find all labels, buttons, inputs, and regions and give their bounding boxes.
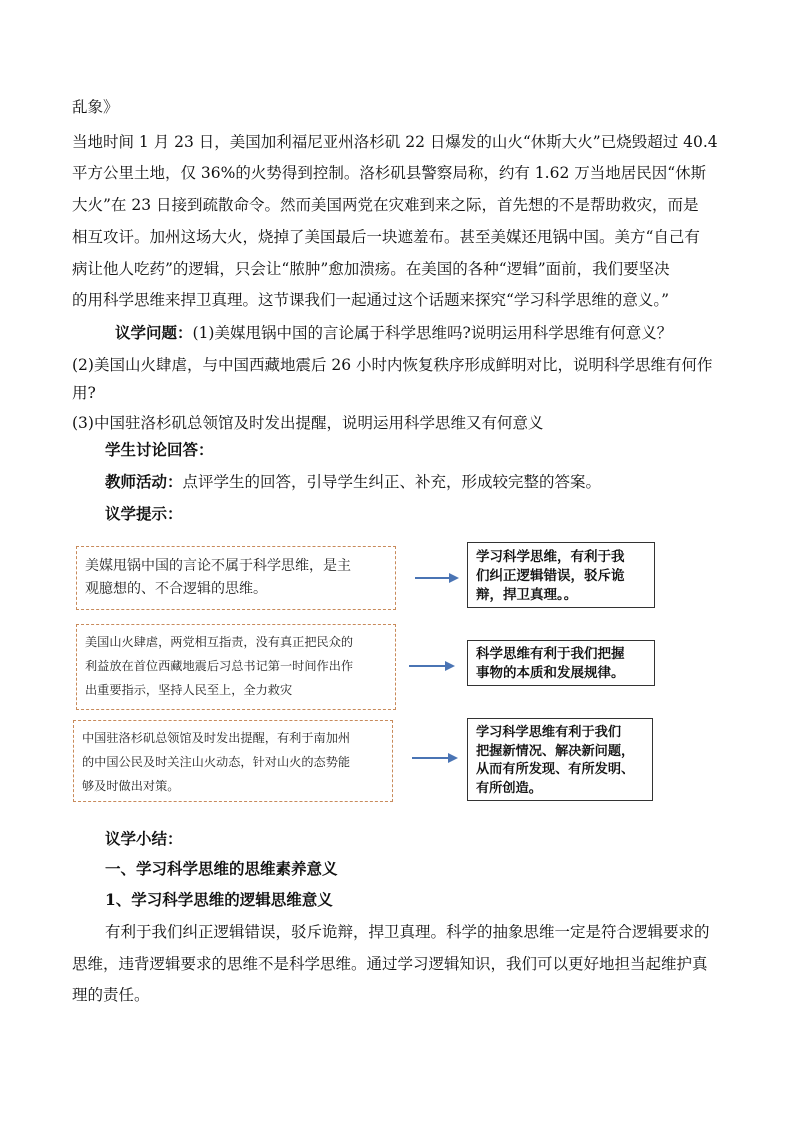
summary-label: 议学小结： bbox=[105, 829, 183, 848]
box-text: 把握新情况、解决新问题， bbox=[476, 743, 635, 759]
questions-label: 议学问题： bbox=[115, 323, 193, 342]
box-text: 美国山火肆虐，两党相互指责，没有真正把民众的 bbox=[85, 635, 354, 649]
summary-body-line: 理的责任。 bbox=[72, 986, 150, 1004]
summary-body-line: 有利于我们纠正逻辑错误，驳斥诡辩，捍卫真理。科学的抽象思维一定是符合逻辑要求的 bbox=[105, 923, 710, 941]
box-text: 够及时做出对策。 bbox=[82, 779, 180, 793]
question-1-text: (1)美媒甩锅中国的言论属于科学思维吗?说明运用科学思维有何意义？ bbox=[192, 324, 673, 342]
question-1 bbox=[115, 323, 672, 343]
intro-line: 病让他人吃药”的逻辑，只会让“脓肿”愈加溃疡。在美国的各种“逻辑”面前，我们要坚决 bbox=[72, 260, 670, 278]
diagram-left-box bbox=[73, 720, 393, 802]
box-text: 辩，捍卫真理。。 bbox=[476, 587, 578, 603]
box-text: 出重要指示，坚持人民至上，全力救灾 bbox=[85, 683, 293, 697]
box-text: 们纠正逻辑错误，驳斥诡 bbox=[476, 568, 625, 584]
diagram-right-box bbox=[467, 718, 653, 801]
box-text: 观臆想的、不合逻辑的思维。 bbox=[85, 581, 267, 597]
box-text: 科学思维有利于我们把握 bbox=[476, 646, 625, 662]
arrow-right-icon bbox=[407, 658, 457, 674]
question-2-line2: 用? bbox=[72, 384, 96, 402]
diagram-left-box bbox=[76, 546, 396, 610]
box-text: 的中国公民及时关注山火动态，针对山火的态势能 bbox=[82, 755, 351, 769]
arrow-right-icon bbox=[410, 750, 460, 766]
arrow-right-icon bbox=[413, 570, 461, 586]
box-text: 中国驻洛杉矶总领馆及时发出提醒，有利于南加州 bbox=[82, 731, 351, 745]
box-text: 美媒甩锅中国的言论不属于科学思维，是主 bbox=[85, 558, 351, 574]
teacher-activity bbox=[105, 472, 601, 492]
summary-heading-2: 1、学习科学思维的逻辑思维意义 bbox=[105, 890, 333, 909]
intro-line: 乱象》 bbox=[72, 98, 119, 116]
box-text: 利益放在首位西藏地震后习总书记第一时间作出作 bbox=[85, 659, 354, 673]
students-discussion: 学生讨论回答： bbox=[105, 440, 214, 459]
intro-line: 平方公里土地，仅 36%的火势得到控制。洛杉矶县警察局称，约有 1.62 万当地居民因“休斯 bbox=[72, 164, 707, 182]
summary-heading-1: 一、学习科学思维的思维素养意义 bbox=[105, 859, 338, 878]
discussion-hint: 议学提示： bbox=[105, 504, 183, 523]
question-3: (3)中国驻洛杉矶总领馆及时发出提醒，说明运用科学思维又有何意义 bbox=[72, 414, 544, 432]
teacher-text: 点评学生的回答，引导学生纠正、补充，形成较完整的答案。 bbox=[182, 473, 602, 491]
intro-line: 的用科学思维来捍卫真理。这节课我们一起通过这个话题来探究“学习科学思维的意义。” bbox=[72, 291, 670, 309]
box-text: 事物的本质和发展规律。 bbox=[476, 665, 625, 681]
intro-line: 大火”在 23 日接到疏散命令。然而美国两党在灾难到来之际，首先想的不是帮助救灾，而是 bbox=[72, 196, 699, 214]
diagram-right-box bbox=[467, 640, 655, 686]
diagram-left-box bbox=[76, 624, 396, 710]
intro-line: 相互攻讦。加州这场大火，烧掉了美国最后一块遮羞布。甚至美媒还甩锅中国。美方“自己有 bbox=[72, 228, 700, 246]
summary-body-line: 思维，违背逻辑要求的思维不是科学思维。通过学习逻辑知识，我们可以更好地担当起维护真 bbox=[72, 955, 708, 973]
teacher-label: 教师活动： bbox=[105, 472, 183, 491]
diagram-right-box bbox=[467, 542, 655, 608]
box-text: 从而有所发现、有所发明、 bbox=[476, 762, 635, 777]
box-text: 有所创造。 bbox=[476, 780, 542, 796]
intro-line: 当地时间 1 月 23 日，美国加利福尼亚州洛杉矶 22 日爆发的山火“休斯大火”已烧毁超过 40.4 bbox=[72, 133, 718, 151]
box-text: 学习科学思维，有利于我 bbox=[476, 549, 625, 565]
box-text: 学习科学思维有利于我们 bbox=[476, 725, 622, 740]
question-2-line1: (2)美国山火肆虐，与中国西藏地震后 26 小时内恢复秩序形成鲜明对比，说明科学思维有何作 bbox=[72, 356, 713, 374]
